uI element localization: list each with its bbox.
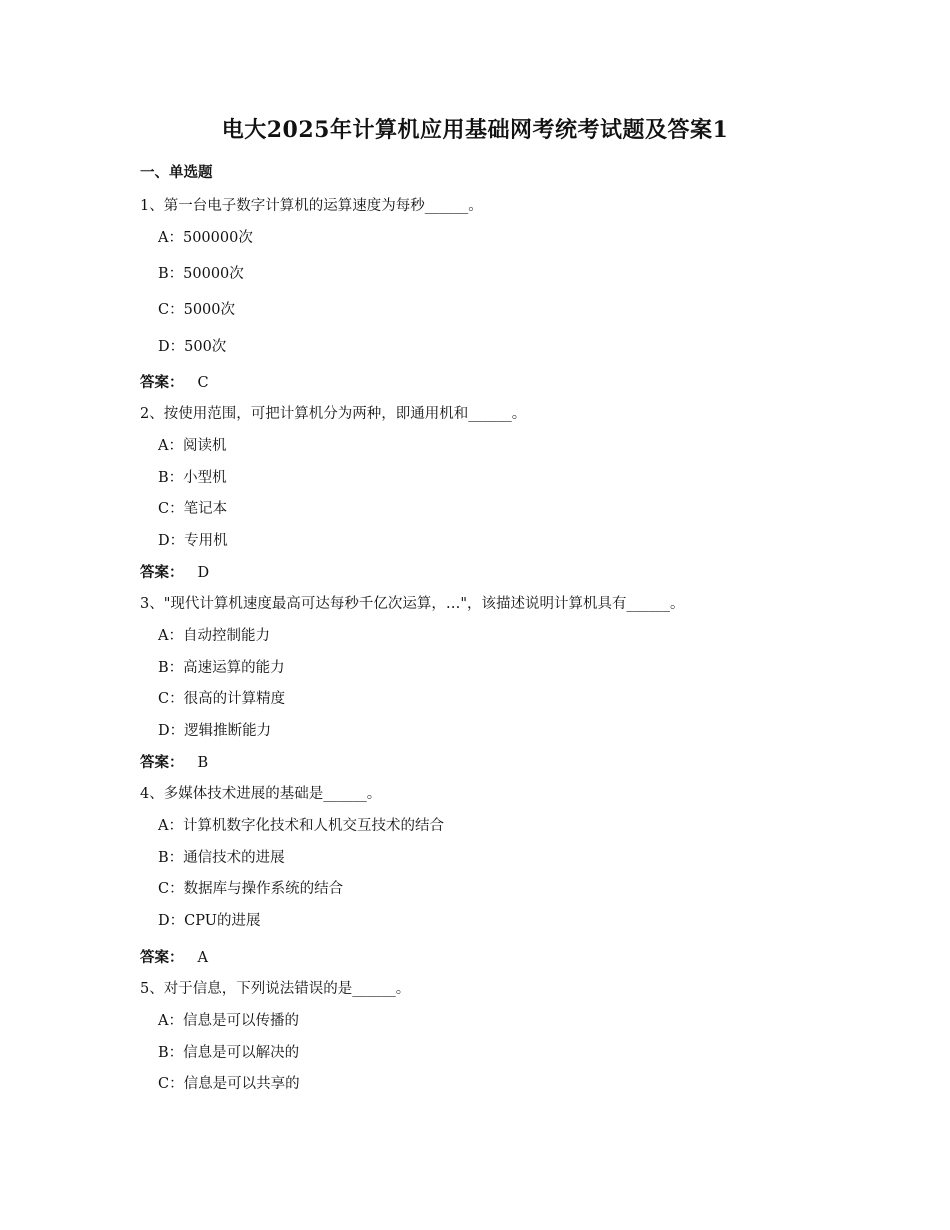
answer-value: A [197,950,208,966]
answer-line [140,371,209,392]
question-option: B：信息是可以解决的 [158,1045,300,1061]
question-option: C：数据库与操作系统的结合 [158,881,344,897]
answer-value: C [197,375,209,391]
section-heading: 一、单选题 [140,164,213,181]
page-title: 电大2025年计算机应用基础网考统考试题及答案1 [221,117,729,143]
question-stem: 2、按使用范围，可把计算机分为两种，即通用机和______。 [140,406,527,422]
question-option: A：500000次 [158,230,253,246]
answer-value: B [197,755,209,771]
question-option: D：500次 [158,339,227,355]
question-option: C：信息是可以共享的 [158,1076,300,1092]
question-option: A：计算机数字化技术和人机交互技术的结合 [158,818,444,834]
answer-line [140,946,208,967]
question-stem: 5、对于信息，下列说法错误的是______。 [140,981,411,997]
question-option: C：很高的计算精度 [158,691,286,707]
question-option: B：通信技术的进展 [158,850,285,866]
answer-label: 答案： [140,374,184,391]
question-option: D：逻辑推断能力 [158,723,272,739]
answer-label: 答案： [140,564,184,581]
answer-line [140,751,208,772]
question-option: A：信息是可以传播的 [158,1013,299,1029]
question-option: D：专用机 [158,533,228,549]
answer-label: 答案： [140,949,184,966]
question-stem: 1、第一台电子数字计算机的运算速度为每秒______。 [140,198,483,214]
question-option: A：阅读机 [158,438,227,454]
question-stem: 3、"现代计算机速度最高可达每秒千亿次运算，…"，该描述说明计算机具有______。 [140,596,685,612]
question-option: C：5000次 [158,302,235,318]
question-option: C：笔记本 [158,501,228,517]
question-option: A：自动控制能力 [158,628,270,644]
answer-value: D [197,565,210,581]
answer-line [140,561,209,582]
question-option: B：50000次 [158,266,244,282]
question-option: B：高速运算的能力 [158,660,285,676]
question-option: D：CPU的进展 [158,913,261,929]
question-stem: 4、多媒体技术进展的基础是______。 [140,786,382,802]
answer-label: 答案： [140,754,184,771]
question-option: B：小型机 [158,470,227,486]
